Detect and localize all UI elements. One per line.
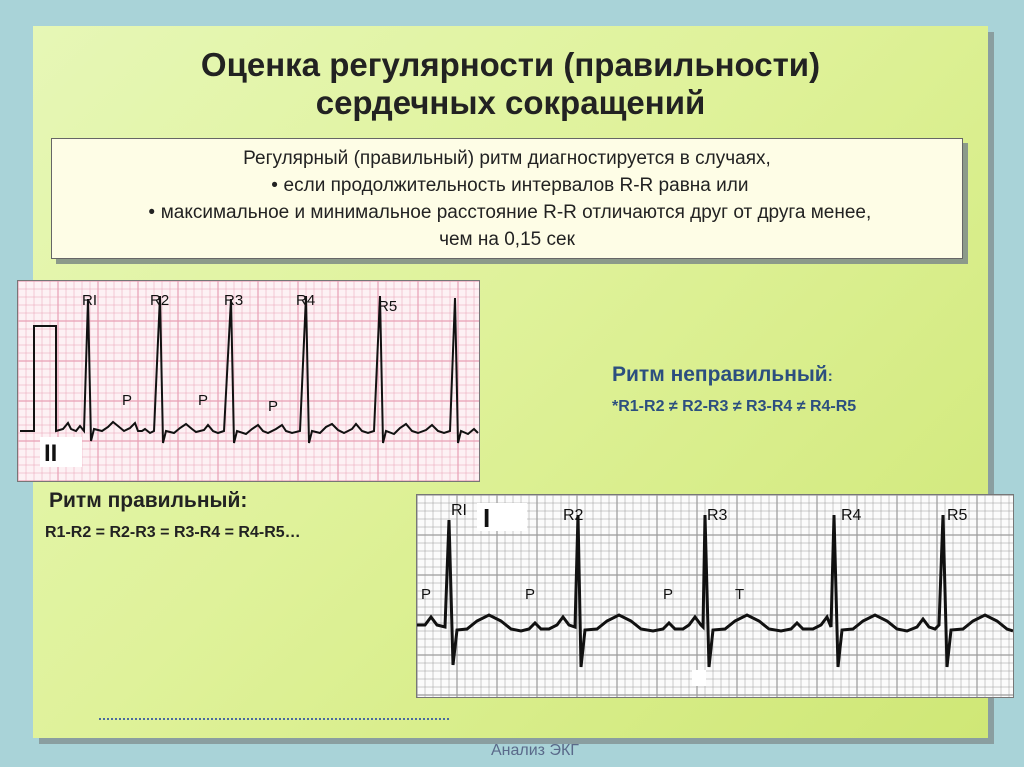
r-wave-label-lead-2-4: R4 xyxy=(296,292,316,309)
p-wave-label-lead-2-2: P xyxy=(198,392,209,409)
lead-label-1: I xyxy=(483,503,491,533)
definition-bullet-2 xyxy=(52,199,962,226)
r-wave-label-lead-2-2: R2 xyxy=(150,292,170,309)
t-wave-label: T xyxy=(735,586,745,603)
ecg-strip-lead-1 xyxy=(416,494,1014,698)
definition-bullet-2-text: максимальное и минимальное расстояние R-R отличаются друг от друга менее, xyxy=(160,202,872,223)
regular-rhythm-heading: Ритм правильный: xyxy=(49,489,248,512)
irregular-heading-text: Ритм неправильный xyxy=(612,363,828,386)
definition-box xyxy=(51,138,963,259)
bullet-icon: • xyxy=(148,202,156,223)
r-wave-label-lead-1-2: R2 xyxy=(563,507,584,524)
p-wave-label-lead-2-1: P xyxy=(122,392,133,409)
bullet-icon: • xyxy=(271,175,278,196)
definition-line-4: чем на 0,15 сек xyxy=(439,229,575,250)
title-line-1: Оценка регулярности (правильности) xyxy=(200,46,821,83)
r-wave-label-lead-2-3: R3 xyxy=(224,292,244,309)
p-wave-label-lead-1-3: P xyxy=(663,586,674,603)
lead-label-2: II xyxy=(44,440,58,467)
r-wave-label-lead-1-4: R4 xyxy=(841,507,862,524)
slide-title xyxy=(33,46,988,122)
irregular-heading-colon: : xyxy=(827,368,833,385)
definition-bullet-1-text: если продолжительность интервалов R-R равна или xyxy=(283,175,749,196)
definition-line-1: Регулярный (правильный) ритм диагностируется в случаях, xyxy=(243,148,771,169)
dotted-divider xyxy=(99,718,449,720)
p-wave-label-lead-1-2: P xyxy=(525,586,536,603)
title-line-2: сердечных сокращений xyxy=(315,84,706,121)
regular-rhythm-formula: R1-R2 = R2-R3 = R3-R4 = R4-R5… xyxy=(45,524,301,541)
irregular-rhythm-formula: *R1-R2 ≠ R2-R3 ≠ R3-R4 ≠ R4-R5 xyxy=(612,398,857,415)
irregular-rhythm-heading xyxy=(612,363,833,387)
r-wave-label-lead-1-3: R3 xyxy=(707,507,728,524)
r-wave-label-lead-1-5: R5 xyxy=(947,507,968,524)
r-wave-label-lead-2-5: R5 xyxy=(378,298,398,315)
r-wave-label-lead-2-1: RI xyxy=(82,292,97,309)
p-wave-label-lead-2-3: P xyxy=(268,398,279,415)
p-wave-label-lead-1-1: P xyxy=(421,586,432,603)
definition-bullet-1 xyxy=(52,172,962,199)
r-wave-label-lead-1-1: RI xyxy=(451,502,467,519)
ecg-strip-lead-2 xyxy=(17,280,480,482)
footer-label: Анализ ЭКГ xyxy=(491,742,579,759)
